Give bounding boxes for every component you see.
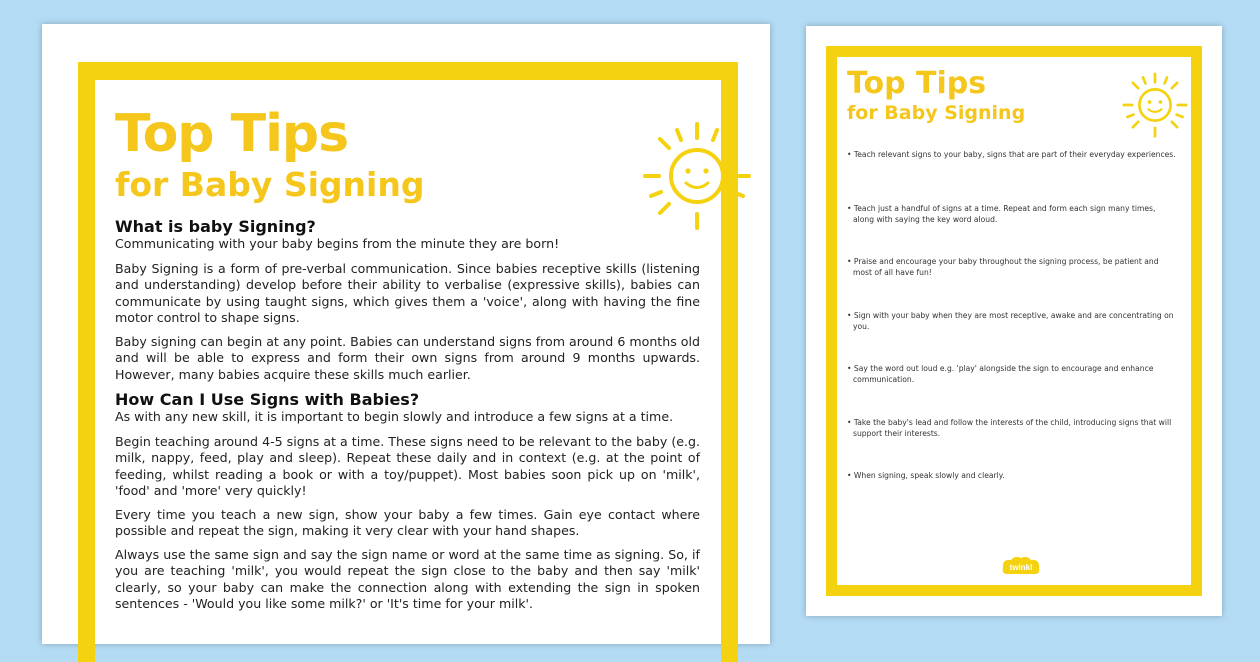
page-subtitle: for Baby Signing [847, 102, 1026, 124]
paragraph: Baby Signing is a form of pre-verbal communication. Since babies receptive skills (listening and understanding) develop before their ability to verbalise (expressive skills), babies can communicate by using taught signs, which gives them a 'voice', along with having the fine motor control to shape signs. [115, 260, 700, 325]
section-heading-what-is: What is baby Signing? [115, 217, 316, 236]
right-document-page [806, 26, 1222, 616]
tips-list [847, 149, 1177, 524]
left-document-page [42, 24, 770, 644]
list-item: • Take the baby's lead and follow the interests of the child, introducing signs that will support their interests. [847, 417, 1172, 438]
document-content [115, 104, 700, 620]
list-item: • Sign with your baby when they are most receptive, awake and are concentrating on you. [847, 310, 1174, 331]
section-heading-how-to-use: How Can I Use Signs with Babies? [115, 390, 420, 409]
list-item: • Teach relevant signs to your baby, signs that are part of their everyday experiences. [847, 150, 1176, 159]
yellow-border-frame [826, 46, 1202, 596]
paragraph: Communicating with your baby begins from the minute they are born! [115, 236, 560, 251]
paragraph: Every time you teach a new sign, show your baby a few times. Gain eye contact where possible and repeat the sign, making it very clear with your hand shapes. [115, 506, 700, 538]
sun-icon [1119, 69, 1191, 141]
list-item: • When signing, speak slowly and clearly. [847, 471, 1005, 480]
yellow-border-frame [78, 62, 738, 662]
list-item: • Say the word out loud e.g. 'play' alongside the sign to encourage and enhance communication. [847, 364, 1154, 384]
page-title: Top Tips [847, 66, 987, 101]
paragraph: Baby signing can begin at any point. Babies can understand signs from around 6 months old and will be able to express and form their own signs from around 9 months upwards. However, many babies acquire these skills much earlier. [115, 333, 700, 382]
twinkl-logo [999, 555, 1043, 577]
page-subtitle: for Baby Signing [115, 165, 425, 204]
sun-icon [637, 116, 757, 236]
logo-text: twinkl [1009, 563, 1033, 572]
page-title: Top Tips [115, 104, 349, 164]
list-item: • Praise and encourage your baby throughout the signing process, be patient and most of all have fun! [847, 257, 1159, 277]
paragraph: Begin teaching around 4-5 signs at a time. These signs need to be relevant to the baby (e.g. milk, nappy, feed, play and sleep). Repeat these daily and in context (e.g. at the point of feeding, whilst reading a book or with a toy/puppet). Most babies soon pick up on 'milk', 'food' and 'more' very quickly! [115, 433, 700, 498]
list-item: • Teach just a handful of signs at a time. Repeat and form each sign many times, along with saying the key word aloud. [847, 203, 1156, 224]
paragraph: Always use the same sign and say the sign name or word at the same time as signing. So, if you are teaching 'milk', you would repeat the sign close to the baby and then say 'milk' clearly, so your baby can make the connection along with extending the sign in spoken sentences - 'Would you like some milk?' or 'It's time for your milk'. [115, 546, 700, 611]
paragraph: As with any new skill, it is important to begin slowly and introduce a few signs at a time. [115, 409, 674, 424]
